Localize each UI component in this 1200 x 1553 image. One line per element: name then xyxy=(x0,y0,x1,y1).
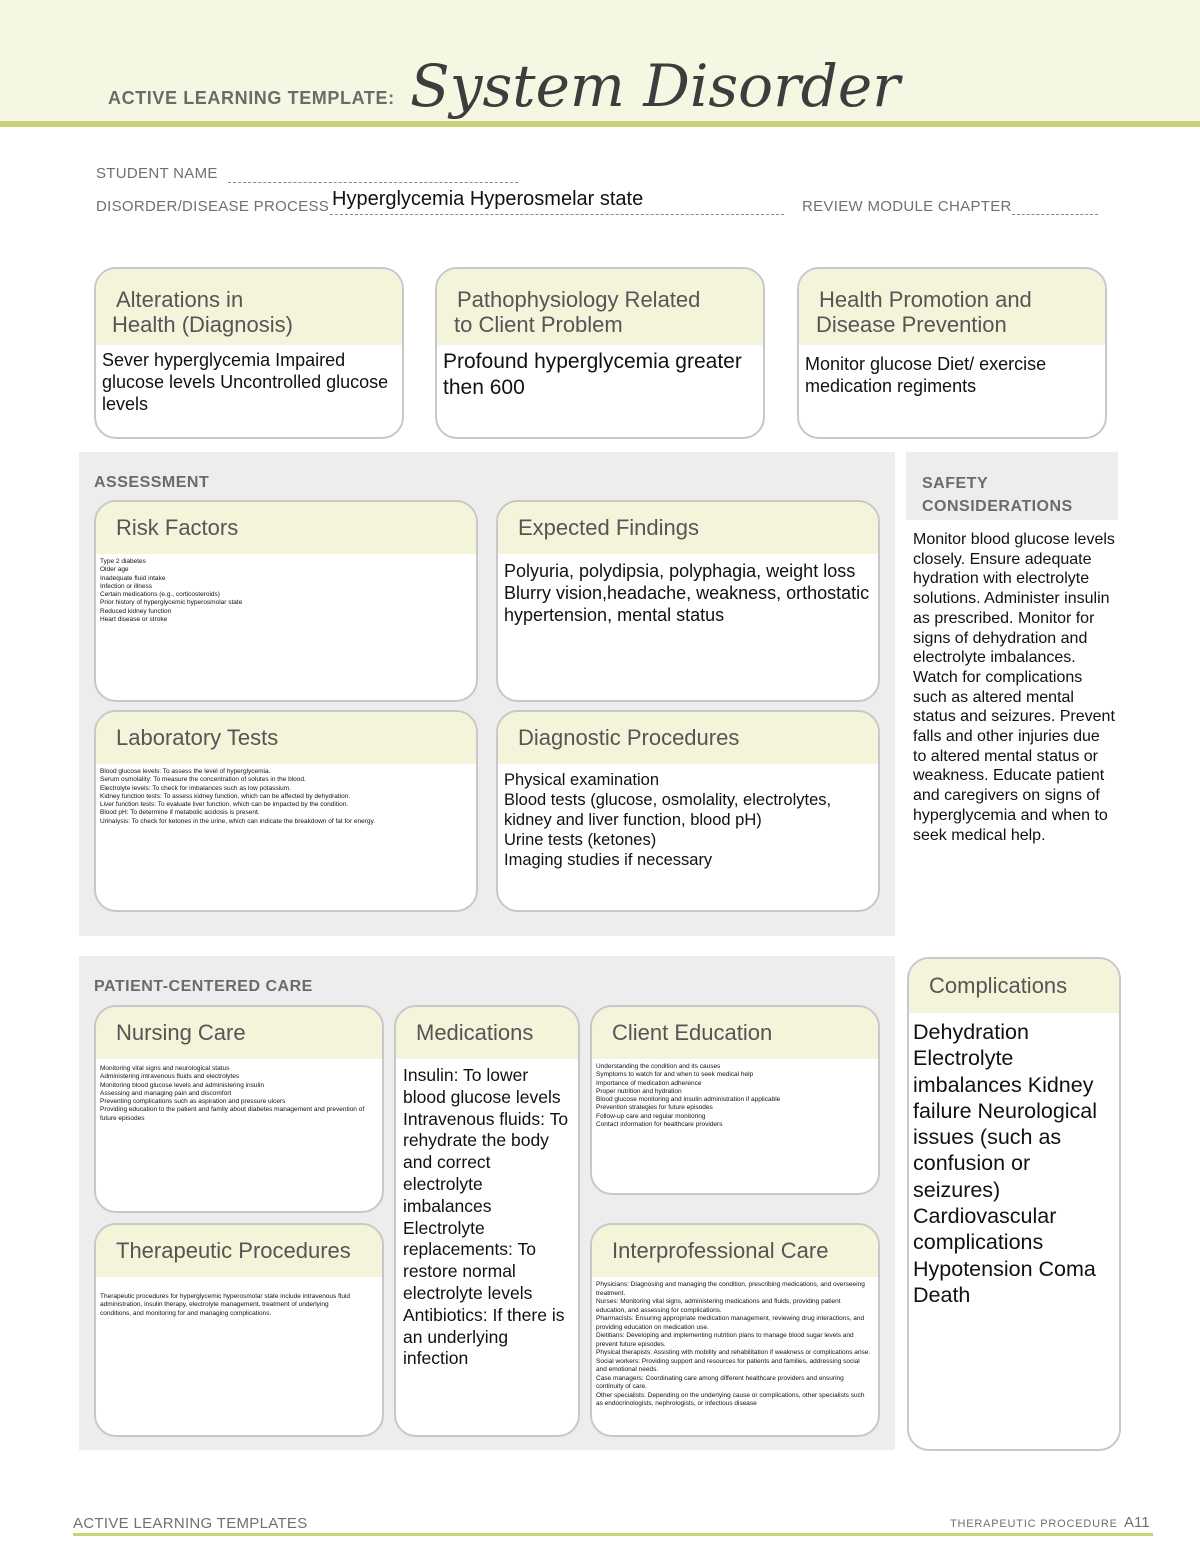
pathophysiology-text: Profound hyperglycemia greater then 600 xyxy=(443,350,742,399)
laboratory-tests-list: Blood glucose levels: To assess the level of hyperglycemia. Serum osmolality: To measure the concentration of solutes in the blood. Electrolyte levels: To check for imbalances such as low potassium. Kidney function tests: To assess kidney function, which can be affected by dehydration. Liver function tests: To evaluate liver function, which can be impacted by the condition. Blood pH: To determine if metabolic acidosis is present. Urinalysis: To check for ketones in the urine, which can indicate the breakdown of fat for energy. xyxy=(100,768,376,825)
diagnostic-procedures-list: Physical examination Blood tests (glucose, osmolality, electrolytes, kidney and liver function, blood pH) Urine tests (ketones) Imaging studies if necessary xyxy=(504,771,832,869)
medications-box xyxy=(394,1005,580,1437)
expected-findings-text: Polyuria, polydipsia, polyphagia, weight loss Blurry vision,headache, weakness, orthostatic hypertension, mental status xyxy=(504,561,870,625)
footer-right: THERAPEUTIC PROCEDURE xyxy=(950,1518,1118,1530)
interprofessional-care-list: Physicians: Diagnosing and managing the condition, prescribing medications, and overseeing treatment. Nurses: Monitoring vital signs, administering medications and fluids, providing patient education, and assessing for complications. Pharmacists: Ensuring appropriate medication management, reviewing drug interactions, and providing education on medication use. Dietitians: Developing and implementing nutrition plans to manage blood sugar levels and prevent future episodes. Physical therapists: Assisting with mobility and rehabilitation if weakness or complications arise. Social workers: Providing support and resources for patients and families, addressing social and emotional needs. Case managers: Coordinating care among different healthcare providers and ensuring continuity of care. Other specialists: Depending on the underlying cause or complications, other specialists such as endocrinologists, nephrologists, or infectious disease xyxy=(596,1281,871,1407)
disease-field[interactable] xyxy=(330,214,784,215)
alterations-box xyxy=(94,267,404,439)
header-rule xyxy=(0,121,1200,127)
nursing-care-list: Monitoring vital signs and neurological status Administering intravenous fluids and electrolytes Monitoring blood glucose levels and administering insulin Assessing and managing pain and discomfort Preventing complications such as aspiration and pressure ulcers Providing education to the patient and family about diabetes management and prevention of future episodes xyxy=(100,1065,365,1122)
footer-rule xyxy=(73,1533,1153,1536)
review-module-field[interactable] xyxy=(1012,214,1098,215)
safety-panel xyxy=(906,452,1120,946)
health-promotion-box xyxy=(797,267,1107,439)
medications-title: Medications xyxy=(396,1007,578,1059)
student-name-label: STUDENT NAME xyxy=(96,165,218,182)
laboratory-tests-title: Laboratory Tests xyxy=(96,712,476,764)
footer-left: ACTIVE LEARNING TEMPLATES xyxy=(73,1515,308,1532)
expected-findings-box xyxy=(496,500,880,702)
health-promotion-title: Health Promotion and Disease Prevention xyxy=(799,269,1105,345)
complications-title: Complications xyxy=(909,959,1119,1013)
risk-factors-title: Risk Factors xyxy=(96,502,476,554)
complications-box xyxy=(907,957,1121,1451)
assessment-title: ASSESSMENT xyxy=(94,474,210,491)
therapeutic-procedures-title: Therapeutic Procedures xyxy=(96,1225,382,1277)
safety-text: Monitor blood glucose levels closely. Ensure adequate hydration with electrolyte solutions. Administer insulin as prescribed. Monitor for signs of dehydration and electrolyte imbalances. Watch for complications such as altered mental status and seizures. Prevent falls and other injuries due to altered mental status or weakness. Educate patient and caregivers on signs of hyperglycemia and when to seek medical help. xyxy=(913,531,1115,844)
diagnostic-procedures-box xyxy=(496,710,880,912)
disease-label: DISORDER/DISEASE PROCESS xyxy=(96,198,330,215)
health-promotion-text: Monitor glucose Diet/ exercise medication regiments xyxy=(805,354,1047,396)
template-title: System Disorder xyxy=(410,52,900,120)
alterations-text: Sever hyperglycemia Impaired glucose levels Uncontrolled glucose levels xyxy=(102,350,389,414)
footer-page-number: A11 xyxy=(1124,1514,1150,1531)
complications-text: Dehydration Electrolyte imbalances Kidney failure Neurological issues (such as confusion or seizures) Cardiovascular complications Hypotension Coma Death xyxy=(913,1020,1098,1307)
pathophysiology-title: Pathophysiology Related to Client Problem xyxy=(437,269,763,345)
alterations-title: Alterations in Health (Diagnosis) xyxy=(96,269,402,345)
review-module-label: REVIEW MODULE CHAPTER xyxy=(802,198,1012,215)
safety-title: SAFETY CONSIDERATIONS xyxy=(922,475,1073,515)
safety-header xyxy=(906,452,1118,520)
disease-value: Hyperglycemia Hyperosmelar state xyxy=(332,188,644,210)
client-education-title: Client Education xyxy=(592,1007,878,1059)
diagnostic-procedures-title: Diagnostic Procedures xyxy=(498,712,878,764)
client-education-box xyxy=(590,1005,880,1195)
client-education-list: Understanding the condition and its causes Symptoms to watch for and when to seek medical help Importance of medication adherence Proper nutrition and hydration Blood glucose monitoring and insulin administration if applicable Prevention strategies for future episodes Follow-up care and regular monitoring Contact information for healthcare providers xyxy=(596,1063,781,1129)
template-label: ACTIVE LEARNING TEMPLATE: xyxy=(108,88,395,108)
medications-text: Insulin: To lower blood glucose levels Intravenous fluids: To rehydrate the body and correct electrolyte imbalances Electrolyte replacements: To restore normal electrolyte levels Antibiotics: If there is an underlying infection xyxy=(403,1065,569,1369)
pathophysiology-box xyxy=(435,267,765,439)
laboratory-tests-box xyxy=(94,710,478,912)
risk-factors-list: Type 2 diabetes Older age Inadequate fluid intake Infection or illness Certain medications (e.g., corticosteroids) Prior history of hyperglycemic hyperosmolar state Reduced kidney function Heart disease or stroke xyxy=(100,558,243,624)
student-name-field[interactable] xyxy=(228,182,518,183)
therapeutic-procedures-box xyxy=(94,1223,384,1437)
interprofessional-care-title: Interprofessional Care xyxy=(592,1225,878,1277)
expected-findings-title: Expected Findings xyxy=(498,502,878,554)
interprofessional-care-box xyxy=(590,1223,880,1437)
risk-factors-box xyxy=(94,500,478,702)
patient-centered-care-title: PATIENT-CENTERED CARE xyxy=(94,978,313,995)
nursing-care-title: Nursing Care xyxy=(96,1007,382,1059)
therapeutic-procedures-text: Therapeutic procedures for hyperglycemic hyperosmolar state include intravenous fluid administration, insulin therapy, electrolyte management, treatment of underlying conditions, and monitoring for and managing complications. xyxy=(100,1293,351,1317)
nursing-care-box xyxy=(94,1005,384,1213)
